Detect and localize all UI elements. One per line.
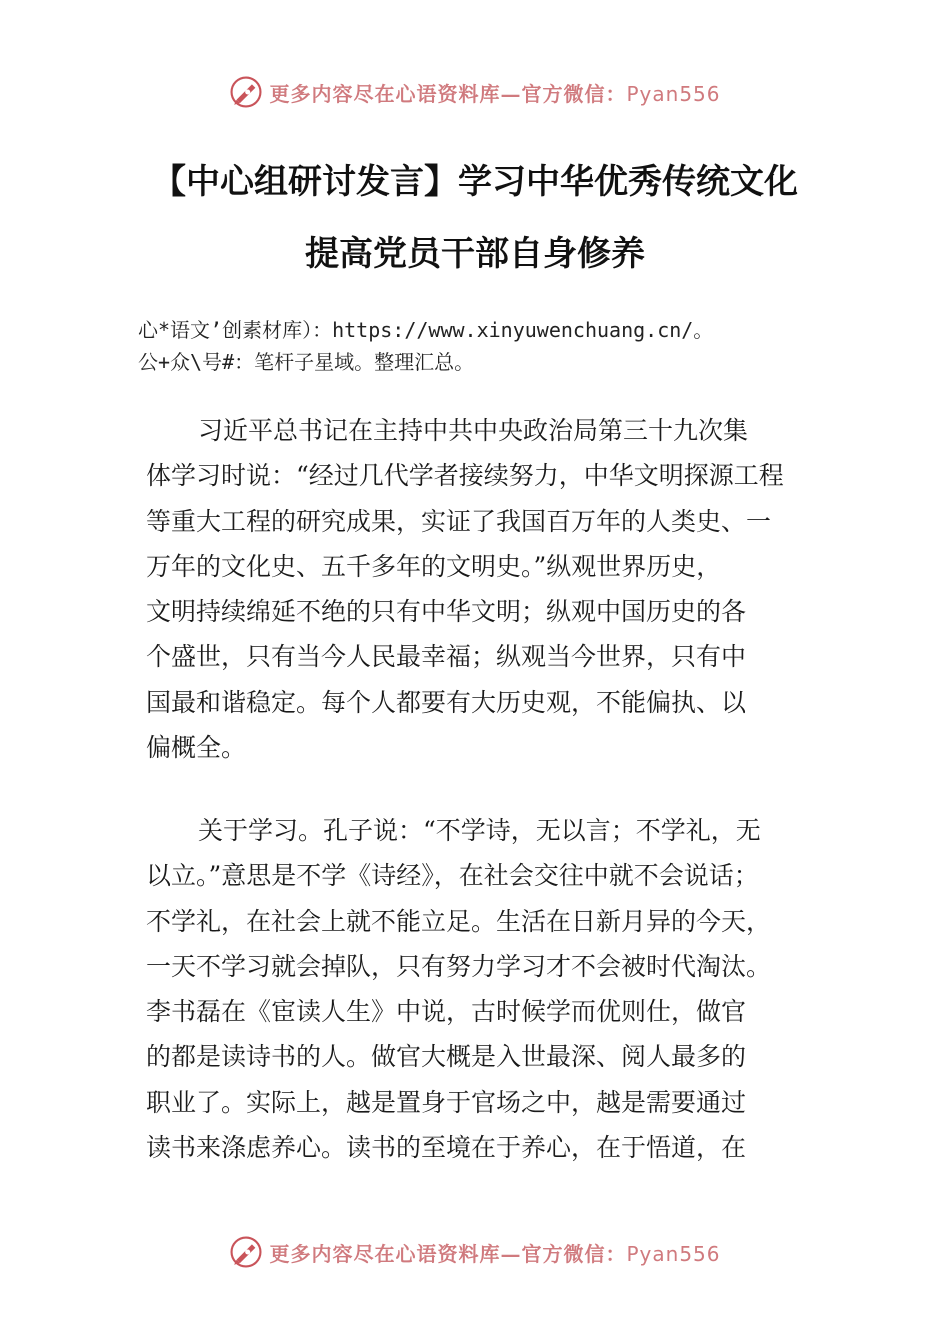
paragraph-line: 关于学习。孔子说：“不学诗，无以言；不学礼，无 xyxy=(198,816,761,845)
paragraph-line: 国最和谐稳定。每个人都要有大历史观，不能偏执、以 xyxy=(146,687,747,717)
paragraph-line: 等重大工程的研究成果，实证了我国百万年的人类史、一 xyxy=(146,506,772,536)
footer-banner xyxy=(0,1232,950,1272)
paragraph-line: 读书来涤虑养心。读书的至境在于养心，在于悟道，在 xyxy=(146,1133,747,1163)
paragraph-line: 偏概全。 xyxy=(146,733,247,763)
paragraph-line: 习近平总书记在主持中共中央政治局第三十九次集 xyxy=(198,416,749,445)
paragraph-line: 李书磊在《宦读人生》中说，古时候学而优则仕，做官 xyxy=(146,997,747,1027)
pen-logo-icon xyxy=(229,1235,263,1269)
paragraph-1 xyxy=(146,408,826,770)
banner-text: 更多内容尽在心语资料库—官方微信：Pyan556 xyxy=(269,81,721,106)
banner-text: 更多内容尽在心语资料库—官方微信：Pyan556 xyxy=(269,1241,721,1266)
paragraph-line: 体学习时说：“经过几代学者接续努力，中华文明探源工程 xyxy=(146,461,784,491)
wechat-id: Pyan556 xyxy=(626,81,721,106)
wechat-id: Pyan556 xyxy=(626,1241,721,1266)
paragraph-line: 文明持续绵延不绝的只有中华文明；纵观中国历史的各 xyxy=(146,597,747,627)
document-title-line-2: 提高党员干部自身修养 xyxy=(305,234,645,274)
paragraph-line: 以立。”意思是不学《诗经》，在社会交往中就不会说话； xyxy=(146,861,759,891)
paragraph-line: 职业了。实际上，越是置身于官场之中，越是需要通过 xyxy=(146,1087,747,1117)
source-line-2: 公+众\号#：笔杆子星域。整理汇总。 xyxy=(138,350,475,374)
paragraph-line: 万年的文化史、五千多年的文明史。”纵观世界历史， xyxy=(146,551,722,581)
document-title-line-1: 【中心组研讨发言】学习中华优秀传统文化 xyxy=(152,162,798,202)
paragraph-line: 一天不学习就会掉队，只有努力学习才不会被时代淘汰。 xyxy=(146,951,772,981)
paragraph-line: 个盛世，只有当今人民最幸福；纵观当今世界，只有中 xyxy=(146,642,747,672)
paragraph-2 xyxy=(146,808,826,1170)
pen-logo-icon xyxy=(229,75,263,109)
source-line-1: 心*语文’创素材库）：https://www.xinyuwenchuang.cn/。 xyxy=(138,318,714,342)
header-banner xyxy=(0,72,950,112)
paragraph-line: 的都是读诗书的人。做官大概是入世最深、阅人最多的 xyxy=(146,1042,747,1072)
paragraph-line: 不学礼，在社会上就不能立足。生活在日新月异的今天， xyxy=(146,906,772,936)
